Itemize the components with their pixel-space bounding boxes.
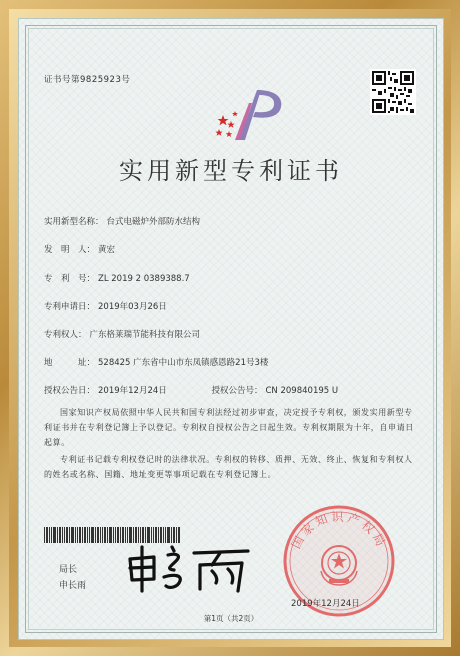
publication-number-label: 授权公告号： [211, 386, 263, 396]
field-grant [44, 384, 338, 396]
field-label: 专利权人： [44, 330, 87, 340]
field-label: 实用新型名称： [44, 217, 104, 227]
field-application-date [44, 300, 167, 312]
cnipa-logo-icon [209, 85, 287, 145]
certificate-number: 证书号第9825923号 [44, 75, 131, 85]
paragraph-legal-status: 专利证书记载专利权登记时的法律状况。专利权的转移、质押、无效、终止、恢复和专利权人的姓名或名称、国籍、地址变更等事项记载在专利登记簿上。 [44, 455, 413, 479]
field-value: 黄宏 [98, 245, 116, 255]
field-label: 地 址： [44, 358, 96, 368]
field-label: 发 明 人： [44, 245, 96, 255]
field-value: ZL 2019 2 0389388.7 [98, 274, 190, 284]
officer-title: 局长 [59, 565, 78, 575]
seal-text: 国家知识产权局 [288, 510, 390, 552]
field-label: 专 利 号： [44, 274, 96, 284]
grant-date-label: 授权公告日： [44, 386, 96, 396]
paragraph-grant-statement: 国家知识产权局依照中华人民共和国专利法经过初步审查，决定授予专利权，颁发实用新型专利证书并在专利登记簿上予以登记。专利权自授权公告之日起生效。专利权期限为十年，自申请日起算。 [44, 408, 414, 447]
field-value: 2019年03月26日 [98, 302, 167, 312]
grant-date: 2019年12月24日 [98, 386, 167, 396]
field-patent-number [44, 272, 190, 284]
publication-number: CN 209840195 U [265, 386, 339, 396]
seal-date: 2019年12月24日 [291, 599, 360, 609]
qr-code-icon [370, 69, 416, 115]
field-value: 台式电磁炉外部防水结构 [106, 217, 201, 227]
page-number: 第1页（共2页） [203, 614, 259, 623]
certificate-title: 实用新型专利证书 [119, 157, 343, 185]
officer-name: 申长雨 [59, 581, 87, 591]
field-value: 528425 广东省中山市东凤镇感恩路21号3楼 [98, 358, 269, 368]
field-label: 专利申请日： [44, 302, 96, 312]
field-address [44, 356, 268, 368]
field-utility-model-name [44, 215, 200, 227]
field-inventor [44, 243, 115, 255]
field-value: 广东格莱瑞节能科技有限公司 [89, 330, 201, 340]
field-patentee [44, 328, 200, 340]
certificate-paper [18, 18, 444, 640]
signature-icon [124, 539, 254, 594]
